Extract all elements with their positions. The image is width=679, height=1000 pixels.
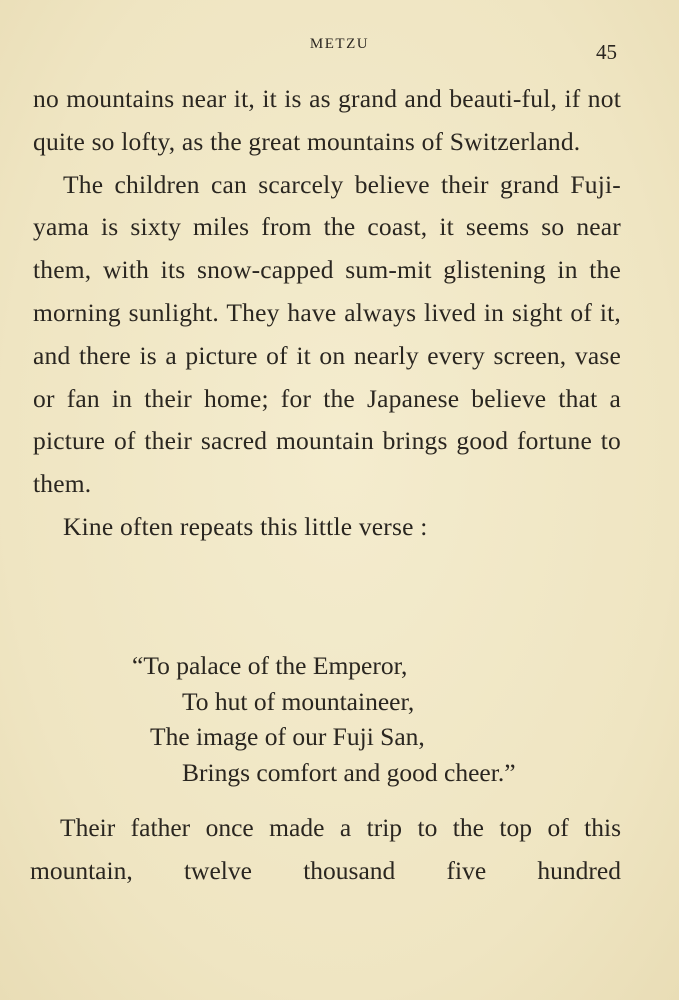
paragraph-verse-intro: Kine often repeats this little verse : bbox=[63, 511, 428, 541]
paragraph-fuji-yama: The children can scarcely believe their grand Fuji-yama is sixty miles from the coast, it seems so near them, with its snow-capped sum-mit glistening in the morning sunlight. They have always lived in sight of it, and there is a picture of it on nearly every screen, vase or fan in their home; for the Japanese believe that a picture of their sacred mountain brings good fortune to them. bbox=[33, 169, 621, 499]
page-number: 45 bbox=[596, 40, 617, 64]
closing-text bbox=[30, 806, 621, 892]
poem-line: “To palace of the Emperor, bbox=[132, 651, 408, 680]
body-text bbox=[33, 78, 621, 549]
poem-verse bbox=[0, 648, 679, 790]
poem-line: Brings comfort and good cheer.” bbox=[182, 757, 516, 787]
paragraph-father-trip: Their father once made a trip to the top of this mountain, twelve thousand five hundred bbox=[30, 813, 621, 885]
poem-line: The image of our Fuji San, bbox=[150, 722, 425, 751]
running-head-title: METZU bbox=[309, 36, 370, 52]
poem-line: To hut of mountaineer, bbox=[182, 686, 415, 716]
paragraph-continuation: no mountains near it, it is as grand and beauti-ful, if not quite so lofty, as the great mountains of Switzerland. bbox=[33, 84, 621, 156]
